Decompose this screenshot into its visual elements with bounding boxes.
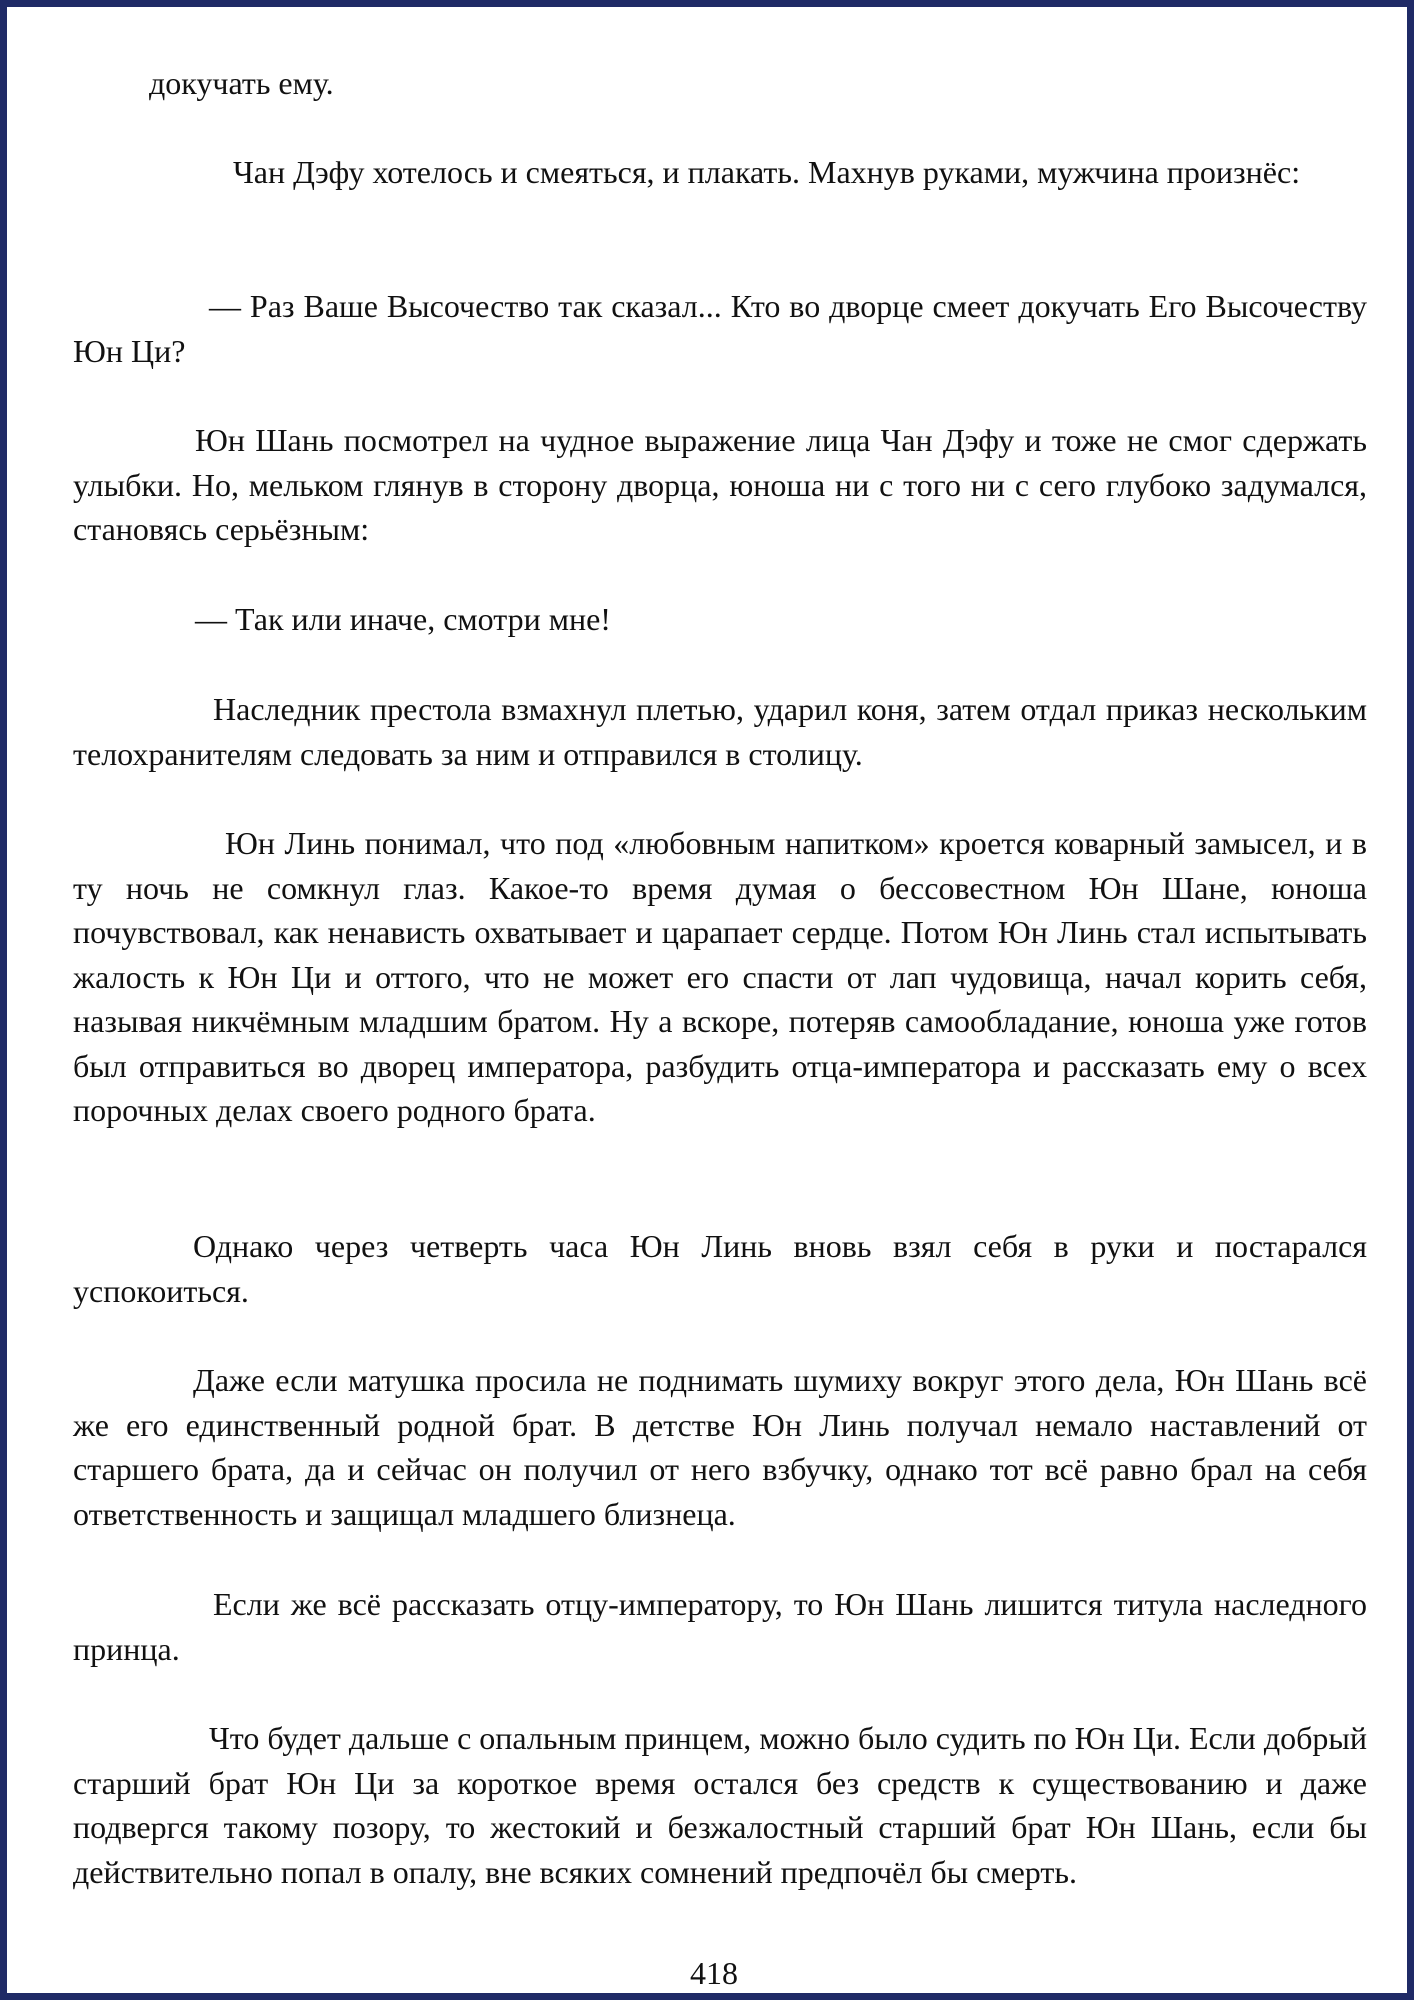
paragraph-10: Если же всё рассказать отцу-императору, то Юн Шань лишится титула наследного принца.: [73, 1586, 1367, 1667]
paragraph-1: докучать ему.: [149, 65, 334, 101]
paragraph-9: Даже если матушка просила не поднимать шумиху вокруг этого дела, Юн Шань всё же его единственный родной брат. В детстве Юн Линь получал немало наставлений от старшего брата, да и сейчас он получил от него взбучку, однако тот всё равно брал на себя ответственность и защищал младшего близнеца.: [73, 1362, 1367, 1532]
page-number: 418: [690, 1955, 738, 1991]
paragraph-3: — Раз Ваше Высочество так сказал... Кто во дворце смеет докучать Его Высочеству Юн Ци?: [73, 288, 1367, 369]
paragraph-11: Что будет дальше с опальным принцем, можно было судить по Юн Ци. Если добрый старший брат Юн Ци за короткое время остался без средств к существованию и даже подвергся такому позору, то жестокий и безжалостный старший брат Юн Шань, если бы действительно попал в опалу, вне всяких сомнений предпочёл бы смерть.: [73, 1720, 1367, 1890]
paragraph-2: Чан Дэфу хотелось и смеяться, и плакать. Махнув руками, мужчина произнёс:: [233, 154, 1301, 190]
paragraph-6: Наследник престола взмахнул плетью, ударил коня, затем отдал приказ нескольким телохранителям следовать за ним и отправился в столицу.: [73, 691, 1367, 772]
paragraph-4: Юн Шань посмотрел на чудное выражение лица Чан Дэфу и тоже не смог сдержать улыбки. Но, мельком глянув в сторону дворца, юноша ни с того ни с сего глубоко задумался, становясь серьёзным:: [73, 422, 1367, 547]
paragraph-7: Юн Линь понимал, что под «любовным напитком» кроется коварный замысел, и в ту ночь не сомкнул глаз. Какое-то время думая о бессовестном Юн Шане, юноша почувствовал, как ненависть охватывает и царапает сердце. Потом Юн Линь стал испытывать жалость к Юн Ци и оттого, что не может его спасти от лап чудовища, начал корить себя, называя никчёмным младшим братом. Ну а вскоре, потеряв самообладание, юноша уже готов был отправиться во дворец императора, разбудить отца-императора и рассказать ему о всех порочных делах своего родного брата.: [73, 825, 1367, 1128]
paragraph-8: Однако через четверть часа Юн Линь вновь взял себя в руки и постарался успокоиться.: [73, 1228, 1367, 1309]
paragraph-5: — Так или иначе, смотри мне!: [195, 601, 611, 637]
